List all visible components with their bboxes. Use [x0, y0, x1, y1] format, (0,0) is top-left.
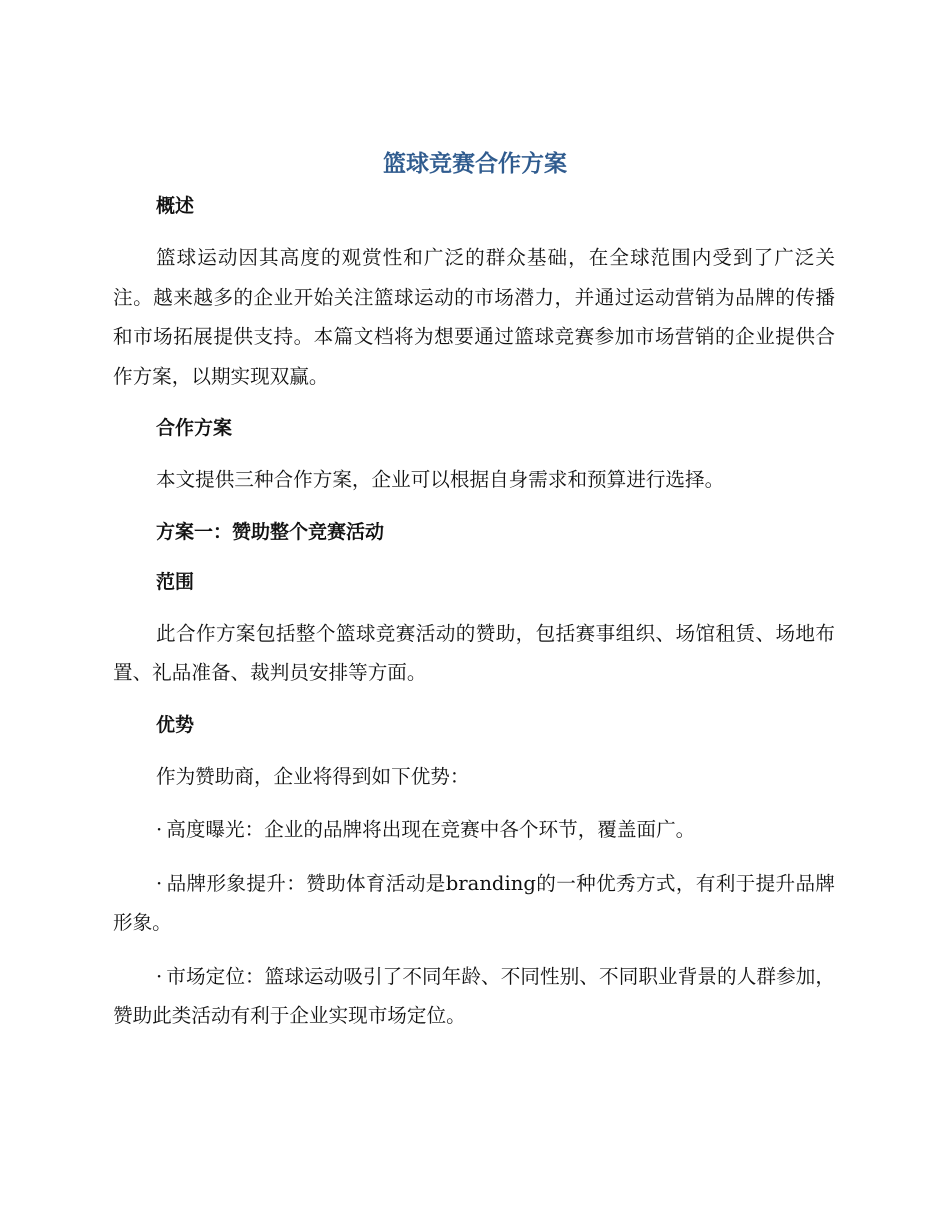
bullet-marker: ·: [156, 818, 163, 841]
bullet-item-exposure: [113, 810, 835, 850]
bullet-marker: ·: [156, 871, 163, 895]
bullet-text: 高度曝光：企业的品牌将出现在竞赛中各个环节，覆盖面广。: [166, 818, 696, 841]
section-heading-scope: 范围: [156, 570, 195, 593]
bullet-item-market-positioning: [113, 957, 835, 1036]
section-heading-cooperation-plan: 合作方案: [156, 417, 233, 439]
document-body: [113, 188, 835, 1050]
cooperation-intro-paragraph: 本文提供三种合作方案，企业可以根据自身需求和预算进行选择。: [156, 468, 725, 491]
section-heading-plan-one: 方案一：赞助整个竞赛活动: [156, 520, 385, 543]
advantages-intro-paragraph: 作为赞助商，企业将得到如下优势：: [156, 764, 470, 788]
bullet-item-brand-image: [113, 864, 835, 943]
bullet-text: 市场定位：篮球运动吸引了不同年龄、不同性别、不同职业背景的人群参加，赞助此类活动有利于企业实现市场定位。: [113, 964, 835, 1027]
bullet-text: 品牌形象提升：赞助体育活动是branding的一种优秀方式，有利于提升品牌形象。: [113, 871, 835, 934]
section-heading-overview: 概述: [156, 195, 195, 217]
document-title: 篮球竞赛合作方案: [383, 151, 567, 177]
section-heading-advantages: 优势: [156, 713, 195, 736]
bullet-marker: ·: [156, 964, 163, 988]
overview-paragraph: 篮球运动因其高度的观赏性和广泛的群众基础，在全球范围内受到了广泛关注。越来越多的企业开始关注篮球运动的市场潜力，并通过运动营销为品牌的传播和市场拓展提供支持。本篇文档将为想要通过篮球竞赛参加市场营销的企业提供合作方案，以期实现双赢。: [113, 246, 835, 388]
scope-paragraph: 此合作方案包括整个篮球竞赛活动的赞助，包括赛事组织、场馆租赁、场地布置、礼品准备、裁判员安排等方面。: [113, 621, 835, 684]
